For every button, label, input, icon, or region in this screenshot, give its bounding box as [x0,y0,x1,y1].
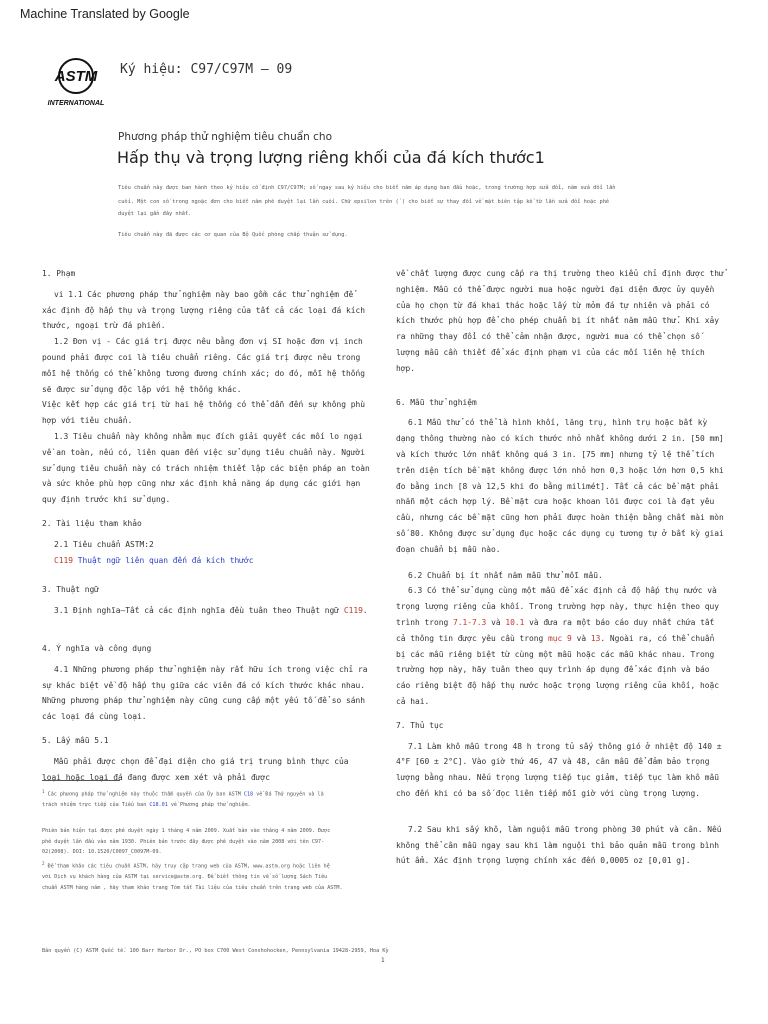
section-1-2: 1.2 Đơn vị - Các giá trị được nêu bằng đơn vị SI hoặc đơn vị inch pound phải được coi là tiêu chuẩn riêng. Các giá trị được nêu trong mỗi hệ thống có thể không tương đương chính xác; do đó, mỗi hệ thống sẽ được sử dụng độc lập với hệ thống khác. [42,337,366,394]
section-4-1: 4.1 Những phương pháp thử nghiệm này rất hữu ích trong việc chỉ ra sự khác biệt về độ hấp thụ giữa các viên đá có kích thước khác nhau. Những phương pháp thử nghiệm này cũng cung cấp một yếu tố để so sánh các loại đá cùng loại. [42,664,368,722]
logo-sub: INTERNATIONAL [47,100,105,107]
ref-c18: C18 [243,791,254,798]
reference-c119 [42,553,372,569]
designation: Ký hiệu: C97/C97M – 09 [120,62,293,77]
section-7-2: 7.2 Sau khi sấy khô, làm nguội mẫu trong phòng 30 phút và cân. Nếu không thể cân mẫu ngay sau khi làm nguội thì bảo quản mẫu trong bình hút ẩm. Xác định trọng lượng chính xác đến 0,0005 oz [0,01 g]. [396,824,722,866]
intro-line-2: cuối. Một con số trong ngoặc đơn cho biết năm phê duyệt lại lần cuối. Chữ epsilon trên (´) cho biết sự thay đổi về mặt biên tập kể từ lần sửa đổi hoặc phê [118,199,610,205]
logo-text: ASTM [54,68,98,85]
page-number: 1 [381,957,385,964]
right-column [396,266,728,869]
section-4-heading: 4. Ý nghĩa và công dụng [42,643,152,653]
astm-logo [42,52,110,108]
section-5-heading: 5. Lấy mẫu 5.1 [42,735,109,745]
ref-section-9: mục 9 [548,633,572,643]
document-subtitle: Phương pháp thử nghiệm tiêu chuẩn cho [118,131,333,143]
section-6-heading: 6. Mẫu thử nghiệm [396,397,477,407]
section-3-heading: 3. Thuật ngữ [42,585,100,595]
section-2-heading: 2. Tài liệu tham khảo [42,518,142,528]
ref-title: Thuật ngữ liên quan đến đá kích thước [77,555,254,565]
section-6-1: 6.1 Mẫu thử có thể là hình khối, lăng trụ, hình trụ hoặc bất kỳ dạng thông thường nào có kích thước nhỏ nhất không dưới 2 in. [50 mm] và kích thước lớn nhất không quá 3 in. [75 mm] nhưng tỷ lệ thể tích trên diện tích bề mặt không được lớn nhỏ hơn 0,3 hoặc lớn hơn 0,5 khi đo bằng inch [8 và 12,5 khi đo bằng milimét]. Tất cả các bề mặt phải nhẵn một cách hợp lý. Bề mặt cưa hoặc khoan lõi được coi là đạt yêu cầu, nhưng các bề mặt cũng hơn phải được hoàn thiện bằng chất mài mòn số 80. Không được sử dụng đục hoặc các dụng cụ tương tự ở bất kỳ giai đoạn chuẩn bị mẫu nào. [396,418,724,554]
section-7-heading: 7. Thủ tục [396,720,444,730]
section-1-1: vi 1.1 Các phương pháp thử nghiệm này bao gồm các thử nghiệm để xác định độ hấp thụ và trọng lượng riêng của tất cả các loại đá kích thước, ngoại trừ đá phiến. [42,289,366,331]
footnote-rule [42,780,120,781]
ref-c119: C119 [343,606,363,616]
left-column [42,266,372,785]
copyright-notice: Bản quyền (C) ASTM Quốc tế. 100 Barr Harbor Dr., PO box C700 West Conshohocken, Pennsylvania 19428-2959, Hoa Kỳ [42,948,389,954]
footnote-approval: Phiên bản hiện tại được phê duyệt ngày 1 tháng 4 năm 2009. Xuất bản vào tháng 4 năm 2009. Được phê duyệt lần đầu vào năm 1930. Phiên bản trước đây được phê duyệt vào năm 2008 với tên C97- 02(2008). DOI: 10.1520/C0097_C0097M-09. [42,828,331,855]
section-1-2b: Việc kết hợp các giá trị từ hai hệ thống có thể dẫn đến sự không phù hợp với tiêu chuẩn. [42,400,366,426]
machine-translation-banner: Machine Translated by Google [20,7,190,21]
intro-line-4: Tiêu chuẩn này đã được các cơ quan của Bộ Quốc phòng chấp thuận sử dụng. [118,232,348,238]
ref-c18-01: C18.01 [149,802,168,809]
section-1-3: 1.3 Tiêu chuẩn này không nhằm mục đích giải quyết các mối lo ngại về an toàn, nếu có, liên quan đến việc sử dụng tiêu chuẩn này. Người sử dụng tiêu chuẩn này có trách nhiệm thiết lập các biện pháp an toàn và sức khỏe phù hợp cũng như xác định khả năng áp dụng các giới hạn quy định trước khi sử dụng. [42,431,370,505]
ref-7-1-7-3: 7.1-7.3 [453,617,487,627]
section-5-1: Mẫu phải được chọn để đại diện cho giá trị trung bình thực của loại hoặc loại đá đang được xem xét và phải được [42,756,349,782]
ref-10-1: 10.1 [505,617,525,627]
intro-line-3: duyệt lại gần đây nhất. [118,211,192,217]
section-3-1: 3.1 Định nghĩa—Tất cả các định nghĩa đều tuân theo Thuật ngữ C119. [54,606,368,616]
section-1-heading: 1. Phạm [42,269,76,278]
ref-code: C119 [54,555,74,565]
section-5-1-continued: về chất lượng được cung cấp ra thị trường theo kiểu chỉ định được thử nghiệm. Mẫu có thể được người mua hoặc người đại diện được ủy quyền của họ chọn từ đá khai thác hoặc lấy từ mỏm đá tự nhiên và phải có kích thước phù hợp để cho phép chuẩn bị ít nhất năm mẫu thử. Khi xảy ra những thay đổi có thể cảm nhận được, người mua có thể chọn số lượng mẫu cần thiết để xác định phạm vi của các mối liên hệ thích hợp. [396,269,724,373]
footnote-1: $^1$ Các phương pháp thử nghiệm này thuộc thẩm quyền của Ủy ban ASTM C18 về Đá Thứ nguyên và là trách nhiệm trực tiếp của Tiểu ban C18.01 về Phương pháp thử nghiệm. [42,790,324,809]
intro-line-1: Tiêu chuẩn này được ban hành theo ký hiệu cố định C97/C97M; số ngay sau ký hiệu cho biết năm áp dụng ban đầu hoặc, trong trường hợp sửa đổi, năm sửa đổi lần [118,185,616,191]
footnote-2: $^2$ Để tham khảo các tiêu chuẩn ASTM, hãy truy cập trang web của ASTM, www.astm.org hoặc liên hệ với Dịch vụ khách hàng của ASTM tại service@astm.org. Để biết thông tin về số lượng Sách Tiêu chuẩn ASTM hàng năm , hãy tham khảo trang Tóm tắt Tài liệu của tiêu chuẩn trên trang web của ASTM. [42,862,343,891]
section-7-1: 7.1 Làm khô mẫu trong 48 h trong tủ sấy thông gió ở nhiệt độ 140 ± 4°F [60 ± 2°C]. Vào giờ thứ 46, 47 và 48, cân mẫu để đảm bảo trọng lượng bằng nhau. Nếu trọng lượng tiếp tục giảm, tiếp tục làm khô mẫu cho đến khi có ba số đọc liên tiếp mỗi giờ với cùng trọng lượng. [396,741,722,798]
section-6-2: 6.2 Chuẩn bị ít nhất năm mẫu thử mỗi mẫu. [408,570,603,580]
section-2-1: 2.1 Tiêu chuẩn ASTM:2 [54,539,154,549]
section-6-3: 6.3 Có thể sử dụng cùng một mẫu để xác định cả độ hấp thụ nước và trọng lượng riêng của khối. Trong trường hợp này, thực hiện theo quy trình trong 7.1-7.3 và 10.1 và đưa ra một báo cáo duy nhất chứa tất cả thông tin được yêu cầu trong mục 9 và 13. Ngoài ra, có thể chuẩn bị các mẫu riêng biệt từ cùng một mẫu hoặc các mẫu khác nhau. Trong trường hợp này, hãy tuân theo quy trình áp dụng để xác định và báo cáo riêng biệt độ hấp thụ nước hoặc trọng lượng riêng của khối, hoặc cả hai. [396,586,720,706]
document-title: Hấp thụ và trọng lượng riêng khối của đá kích thước1 [117,148,545,167]
ref-13: 13 [590,633,601,643]
